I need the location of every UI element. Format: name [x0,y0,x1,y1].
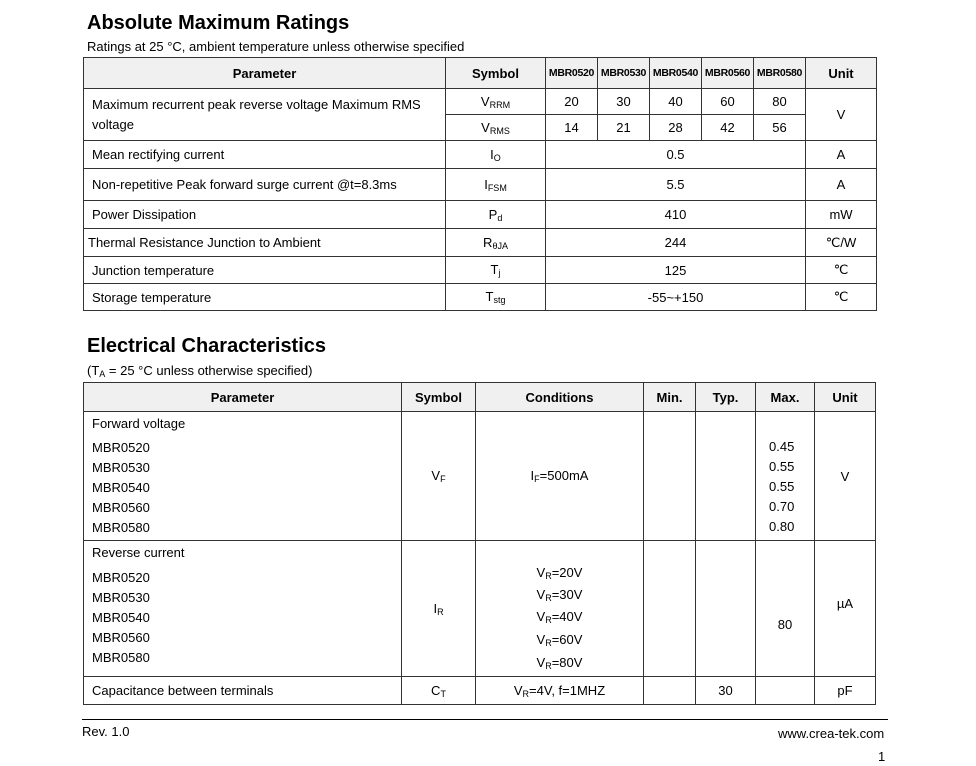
unit-cell: ℃/W [806,229,877,257]
header-model: MBR0540 [650,58,702,89]
max-cell: 80 [756,541,815,677]
symbol-cell: RθJA [446,229,546,257]
header-model: MBR0530 [598,58,650,89]
header-min: Min. [644,383,696,412]
model-label: MBR0520 [92,570,150,585]
symbol-cell: IR [402,541,476,677]
model-label: MBR0560 [92,630,150,645]
conditions-cell: VR=4V, f=1MHZ [476,677,644,705]
model-label: MBR0520 [92,440,150,455]
revision-label: Rev. 1.0 [82,724,130,739]
max-cell [756,677,815,705]
value-cell: -55~+150 [546,284,806,311]
abs-header-row [84,58,877,89]
header-unit: Unit [815,383,876,412]
table-row [84,412,876,541]
param-cell: Non-repetitive Peak forward surge current @t=8.3ms [84,169,446,201]
page-number: 1 [878,749,886,764]
unit-cell: V [815,412,876,541]
conditions-cell: IF=500mA [476,412,644,541]
symbol-cell: VRMS [446,115,546,141]
value-cell: 244 [546,229,806,257]
max-value: 0.55 [769,459,795,474]
website-url: www.crea-tek.com [778,726,885,741]
condition-line: VR=30V [536,587,583,603]
header-model: MBR0580 [754,58,806,89]
unit-cell: pF [815,677,876,705]
value-cell: 21 [598,115,650,141]
param-cell: Capacitance between terminals [84,677,402,705]
value-cell: 14 [546,115,598,141]
header-model: MBR0520 [546,58,598,89]
symbol-cell: Pd [446,201,546,229]
model-label: MBR0540 [92,610,150,625]
param-cell [84,541,402,677]
unit-cell: ℃ [806,284,877,311]
unit-cell: mW [806,201,877,229]
min-cell [644,677,696,705]
value-cell: 56 [754,115,806,141]
footer-divider [82,719,888,720]
header-parameter: Parameter [84,58,446,89]
abs-max-title: Absolute Maximum Ratings [87,12,350,34]
max-value: 0.80 [769,519,795,534]
unit-cell: A [806,141,877,169]
forward-label: Forward voltage [92,416,186,431]
param-cell: Junction temperature [84,257,446,284]
param-cell [84,412,402,541]
value-cell: 410 [546,201,806,229]
symbol-cell: Tj [446,257,546,284]
table-row [84,169,877,201]
table-row [84,257,877,284]
abs-max-table [83,57,877,311]
model-label: MBR0530 [92,460,150,475]
condition-line: VR=60V [536,632,583,648]
model-label: MBR0560 [92,500,150,515]
typ-cell [696,412,756,541]
condition-line: VR=20V [536,565,583,581]
unit-cell: A [806,169,877,201]
typ-cell: 30 [696,677,756,705]
unit-cell: ℃ [806,257,877,284]
unit-cell: µA [815,541,876,677]
model-label: MBR0580 [92,650,150,665]
value-cell: 5.5 [546,169,806,201]
value-cell: 20 [546,89,598,115]
symbol-cell: VRRM [446,89,546,115]
model-label: MBR0540 [92,480,150,495]
symbol-cell: Tstg [446,284,546,311]
condition-line: VR=40V [536,609,583,625]
value-cell: 40 [650,89,702,115]
max-value: 0.45 [769,439,795,454]
elec-table [83,382,876,705]
min-cell [644,541,696,677]
value-cell: 42 [702,115,754,141]
max-value: 0.55 [769,479,795,494]
header-model: MBR0560 [702,58,754,89]
model-label: MBR0580 [92,520,150,535]
value-cell: 125 [546,257,806,284]
table-row [84,89,877,115]
elec-subtitle: (TA = 25 °C unless otherwise specified) [87,363,313,379]
model-label: MBR0530 [92,590,150,605]
unit-cell: V [806,89,877,141]
header-symbol: Symbol [402,383,476,412]
reverse-label: Reverse current [92,545,185,560]
header-symbol: Symbol [446,58,546,89]
symbol-cell: VF [402,412,476,541]
abs-max-subtitle: Ratings at 25 °C, ambient temperature unless otherwise specified [87,39,465,54]
table-row [84,677,876,705]
header-parameter: Parameter [84,383,402,412]
value-cell: 0.5 [546,141,806,169]
value-cell: 30 [598,89,650,115]
table-row [84,229,877,257]
min-cell [644,412,696,541]
value-cell: 28 [650,115,702,141]
param-cell: Power Dissipation [84,201,446,229]
table-row [84,201,877,229]
symbol-cell: CT [402,677,476,705]
conditions-cell [476,541,644,677]
elec-header-row [84,383,876,412]
header-unit: Unit [806,58,877,89]
table-row [84,541,876,677]
param-cell: Thermal Resistance Junction to Ambient [84,229,446,257]
header-max: Max. [756,383,815,412]
elec-title: Electrical Characteristics [87,335,327,357]
typ-cell [696,541,756,677]
max-cell [756,412,815,541]
condition-line: VR=80V [536,655,583,671]
symbol-cell: IO [446,141,546,169]
symbol-cell: IFSM [446,169,546,201]
max-value: 0.70 [769,499,795,514]
header-typ: Typ. [696,383,756,412]
header-conditions: Conditions [476,383,644,412]
table-row [84,141,877,169]
param-cell: Storage temperature [84,284,446,311]
value-cell: 80 [754,89,806,115]
table-row [84,284,877,311]
param-cell: Mean rectifying current [84,141,446,169]
param-cell: Maximum recurrent peak reverse voltage Maximum RMS voltage [84,89,446,141]
value-cell: 60 [702,89,754,115]
